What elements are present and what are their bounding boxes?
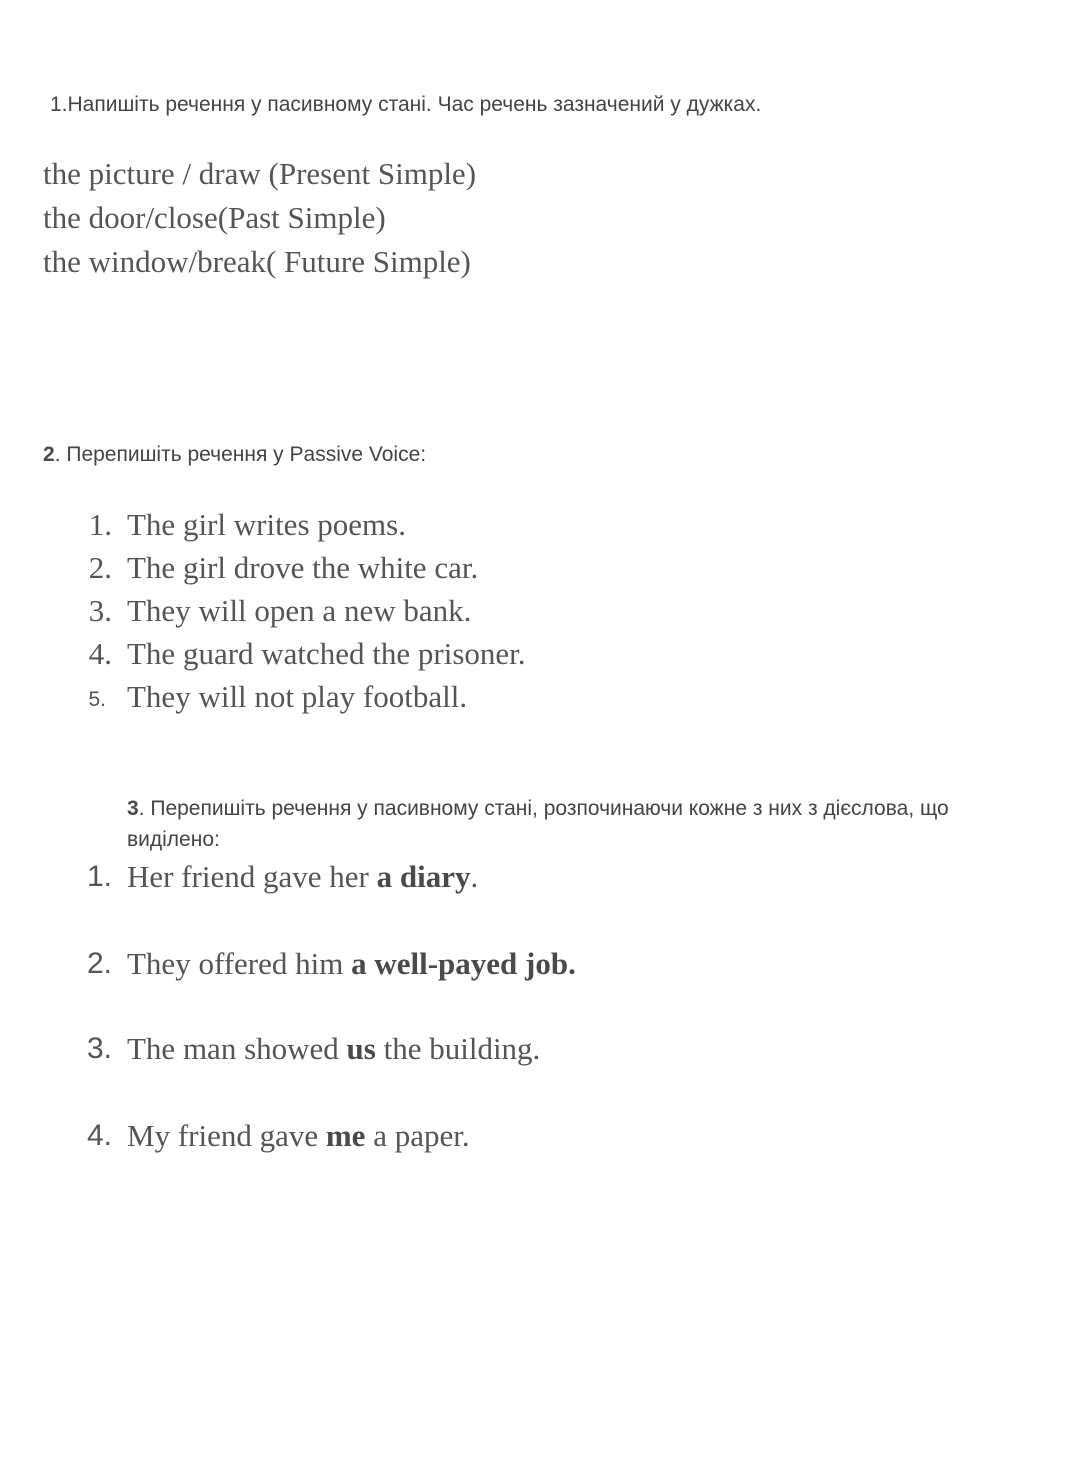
task2-heading	[43, 440, 426, 470]
list-item	[0, 675, 1080, 719]
text-part: The man showed	[127, 1031, 347, 1066]
list-number: 2.	[86, 947, 112, 980]
list-item	[0, 546, 1080, 590]
list-item	[0, 632, 1080, 676]
task1-heading: 1.Напишіть речення у пасивному стані. Час речень зазначений у дужках.	[50, 93, 762, 116]
list-item	[0, 503, 1080, 547]
list-text: They will not play football.	[127, 679, 468, 714]
list-number: 5.	[88, 688, 106, 711]
list-text: They will open a new bank.	[127, 593, 472, 628]
text-part: My friend gave	[127, 1118, 326, 1153]
list-text	[127, 1114, 470, 1158]
list-text	[127, 855, 478, 899]
list-number: 4.	[88, 636, 112, 671]
list-item	[0, 589, 1080, 633]
list-number: 4.	[86, 1119, 112, 1152]
list-item	[0, 855, 1080, 899]
list-number: 3.	[86, 1032, 112, 1065]
task2-heading-text: . Перепишіть речення у Passive Voice:	[54, 443, 427, 466]
highlighted-word: a diary	[376, 859, 471, 894]
list-number: 1.	[88, 507, 112, 542]
task3-heading-text: . Перепишіть речення у пасивному стані, розпочинаючи кожне з них з дієслова, що	[138, 797, 949, 820]
highlighted-word: us	[346, 1031, 376, 1066]
task2-heading-number: 2	[43, 443, 55, 466]
list-item	[0, 1114, 1080, 1158]
task3-heading-line-1	[127, 794, 949, 824]
list-text: The girl drove the white car.	[127, 550, 479, 585]
list-number: 2.	[88, 550, 112, 585]
list-text: The girl writes poems.	[127, 507, 406, 542]
text-part: Her friend gave her	[127, 859, 377, 894]
task1-line-1: the picture / draw (Present Simple)	[43, 156, 477, 191]
list-number: 1.	[86, 860, 112, 893]
list-text	[127, 1027, 540, 1071]
text-part: .	[470, 859, 479, 894]
text-part: the building.	[375, 1031, 541, 1066]
highlighted-word: a well-payed job.	[351, 946, 576, 981]
text-part: a paper.	[365, 1118, 470, 1153]
highlighted-word: me	[325, 1118, 366, 1153]
task1-line-2: the door/close(Past Simple)	[43, 200, 386, 235]
list-item	[0, 1027, 1080, 1071]
list-text	[127, 942, 576, 986]
list-number: 3.	[88, 593, 112, 628]
list-item	[0, 942, 1080, 986]
task3-heading-line-2: виділено:	[127, 828, 220, 851]
text-part: They offered him	[127, 946, 352, 981]
task1-line-3: the window/break( Future Simple)	[43, 244, 471, 279]
task3-heading-number: 3	[127, 797, 139, 820]
list-text: The guard watched the prisoner.	[127, 636, 526, 671]
